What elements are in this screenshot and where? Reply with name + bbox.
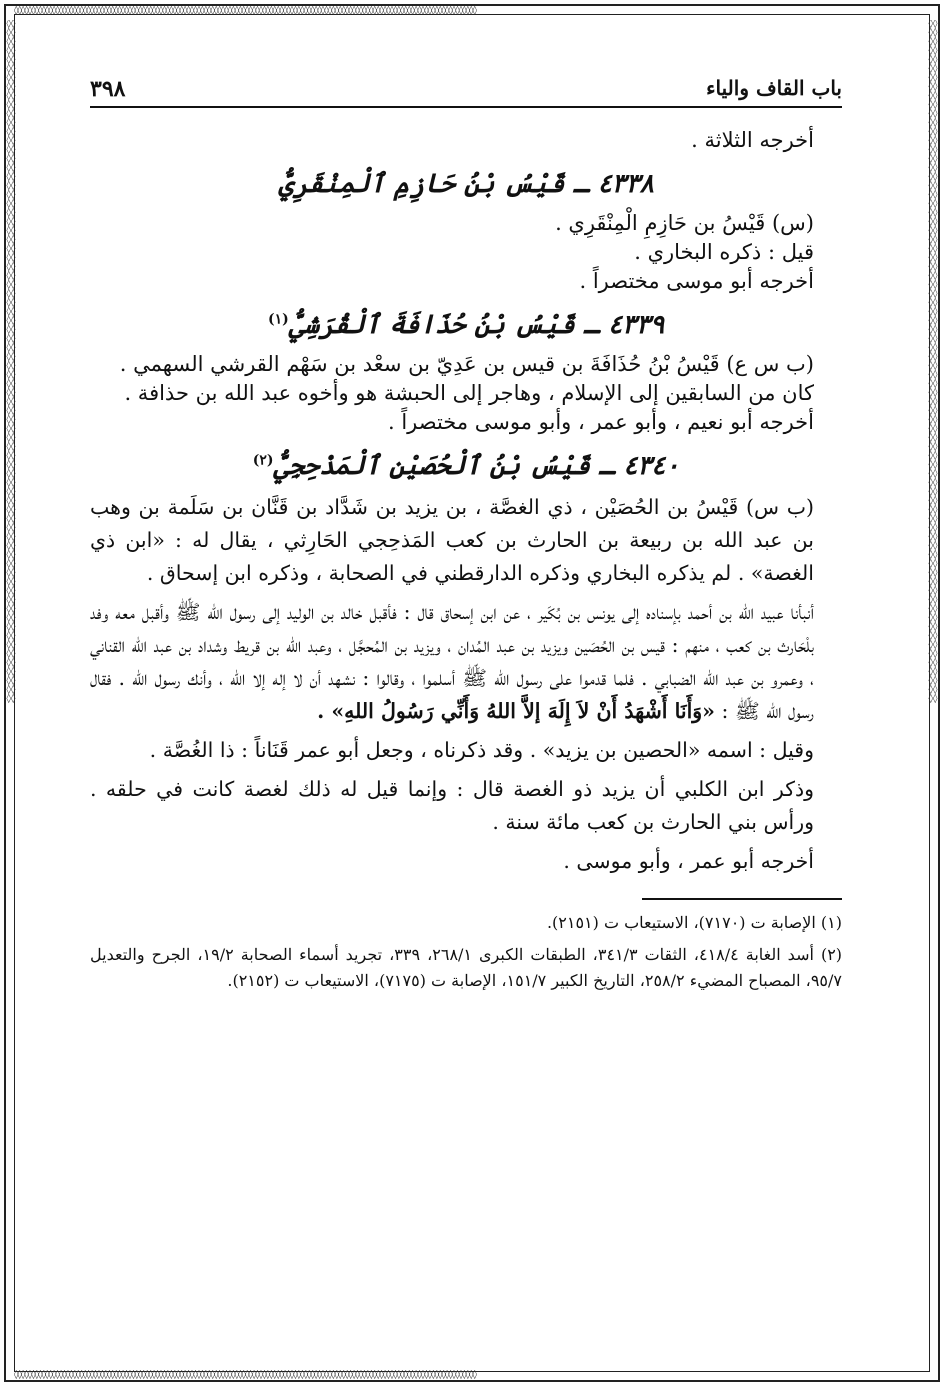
entry-4340-paragraph: أخرجه أبو عمر ، وأبو موسى .: [563, 849, 814, 873]
footnote: (٢) أسد الغابة ٤١٨/٤، الثقات ٣٤١/٣، الطبقات الكبرى ٢٦٨/١، ٣٣٩، تجريد أسماء الصحابة ١٩/٢، الجرح والتعديل ٩٥/٧، المصباح المضيء ٢٥٨/٢، التاريخ الكبير ١٥١/٧، الإصابة ت (٧١٧٥)، الاستيعاب ت (٢١٥٢).: [90, 945, 843, 990]
hadith-quote: «وَأَنَا أَشْهَدُ أَنْ لاَ إِلَهَ إلاَّ اللهُ وَأَنِّي رَسُولُ اللهِ» .: [317, 699, 715, 723]
footnote-ref-1: (١): [267, 311, 289, 328]
chapter-title: باب القاف والياء: [706, 76, 842, 100]
entry-heading-4340: ٤٣٤٠ ـ قَيْسُ بْنُ ٱلْحُصَيْنِ ٱلْمَذْحِجِيُّ$^{(٢)}$: [252, 451, 680, 481]
ornament-top: ◊◊◊◊◊◊◊◊◊◊◊◊◊◊◊◊◊◊◊◊◊◊◊◊◊◊◊◊◊◊◊◊◊◊◊◊◊◊◊◊◊◊◊◊◊◊◊◊◊◊◊◊◊◊◊◊◊◊◊◊◊◊◊◊◊◊◊◊◊◊◊◊◊◊◊◊◊◊◊◊◊◊◊◊◊◊◊◊◊◊◊◊◊◊◊◊◊◊◊◊◊◊◊◊◊◊◊◊◊◊◊◊◊◊◊◊◊◊◊◊◊◊◊◊◊◊◊◊◊◊◊◊◊◊: [14, 6, 476, 16]
ornament-right: ◊◊◊◊◊◊◊◊◊◊◊◊◊◊◊◊◊◊◊◊◊◊◊◊◊◊◊◊◊◊◊◊◊◊◊◊◊◊◊◊◊◊◊◊◊◊◊◊◊◊◊◊◊◊◊◊◊◊◊◊◊◊◊◊◊◊◊◊◊◊◊◊◊◊◊◊◊◊◊◊◊◊◊◊◊◊◊◊◊◊◊◊◊◊◊◊◊◊◊◊◊◊◊◊◊◊◊◊◊◊◊◊◊◊◊◊◊◊◊◊◊◊◊◊◊◊◊◊◊◊◊◊◊◊◊◊◊◊◊◊◊◊◊◊◊◊◊◊◊◊◊◊: [928, 20, 938, 704]
entry-4340-paragraph: وذكر ابن الكلبي أن يزيد ذو الغصة قال : وإنما قيل له ذلك لغصة كانت في حلقه . ورأس بني الحارث بن كعب مائة سنة .: [90, 777, 814, 834]
entry-4338-line: قيل : ذكره البخاري .: [634, 240, 814, 264]
entry-4340-paragraph: وقيل : اسمه «الحصين بن يزيد» . وقد ذكرناه ، وجعل أبو عمر قَنَاناً : ذا الغُصَّة .: [149, 738, 814, 762]
page-number: ٣٩٨: [90, 76, 126, 102]
entry-4339-line: كان من السابقين إلى الإسلام ، وهاجر إلى الحبشة هو وأخوه عبد الله بن حذافة .: [124, 381, 814, 405]
entry-4340-paragraph: (ب س) قَيْسُ بن الحُصَيْن ، ذي الغصَّة ، بن يزيد بن شَدَّاد بن قَنَّان بن سَلَمة بن وهب بن عبد الله بن ربيعة بن الحارث بن كعب المَذحِجي الحَارِثي ، يقال له : «ابن ذي الغصة» . لم يذكره البخاري وذكره الدارقطني في الصحابة ، وذكره ابن إسحاق .: [90, 495, 814, 585]
entry-heading-4338: ٤٣٣٨ ـ قَيْسُ بْنُ حَازِمِ ٱلْمِنْقَرِيُّ: [278, 169, 654, 199]
entry-4338-line: أخرجه أبو موسى مختصراً .: [579, 269, 814, 293]
entry-4338-line: (س) قَيْسُ بن حَازِمِ الْمِنْقَرِي .: [555, 211, 814, 235]
footnote: (١) الإصابة ت (٧١٧٠)، الاستيعاب ت (٢١٥١).: [546, 913, 842, 932]
ornament-bottom: ◊◊◊◊◊◊◊◊◊◊◊◊◊◊◊◊◊◊◊◊◊◊◊◊◊◊◊◊◊◊◊◊◊◊◊◊◊◊◊◊◊◊◊◊◊◊◊◊◊◊◊◊◊◊◊◊◊◊◊◊◊◊◊◊◊◊◊◊◊◊◊◊◊◊◊◊◊◊◊◊◊◊◊◊◊◊◊◊◊◊◊◊◊◊◊◊◊◊◊◊◊◊◊◊◊◊◊◊◊◊◊◊◊◊◊◊◊◊◊◊◊◊◊◊◊◊◊◊◊◊◊◊◊◊: [14, 1370, 476, 1380]
entry-heading-4339: ٤٣٣٩ ـ قَيْسُ بْنُ حُذَافَةَ ٱلْقُرَشِيُّ$^{(١)}$: [267, 310, 665, 340]
page-header: [90, 70, 842, 108]
footnote-ref-2: (٢): [252, 452, 274, 469]
entry-4339-line: أخرجه أبو نعيم ، وأبو عمر ، وأبو موسى مختصراً .: [387, 410, 814, 434]
entry-4339-line: (ب س ع) قَيْسُ بْنُ حُذَافَةَ بن قيس بن عَدِيّ بن سعْد بن سَهْم القرشي السهمي .: [119, 352, 814, 376]
footnote-separator: [642, 898, 842, 900]
entry-4340-paragraph: أنبأنا عبيد الله بن أحمد بإسناده إلى يونس بن بُكَير ، عن ابن إسحاق قال : فأقبل خالد بن الوليد إلى رسول الله ﷺ وأقبل معه وفد بلْحَارث بن كعب ، منهم : قيس بن الحُصَين ويزيد بن عبد المُدان ، ويزيد بن المُحجَّل ، وعبد الله بن قريط وشداد بن عبد الله القناني ، وعمرو بن عبد الله الضبابي . فلما قدموا على رسول الله ﷺ أسلموا ، وقالوا : نشهد أن لا إله إلا الله ، وأنك رسول الله . فقال رسول الله ﷺ : «وَأَنَا أَشْهَدُ أَنْ لاَ إِلَهَ إلاَّ اللهُ وَأَنِّي رَسُولُ اللهِ» .: [90, 600, 814, 723]
intro-line: أخرجه الثلاثة .: [691, 128, 814, 152]
page-content: [90, 70, 842, 994]
ornament-left: ◊◊◊◊◊◊◊◊◊◊◊◊◊◊◊◊◊◊◊◊◊◊◊◊◊◊◊◊◊◊◊◊◊◊◊◊◊◊◊◊◊◊◊◊◊◊◊◊◊◊◊◊◊◊◊◊◊◊◊◊◊◊◊◊◊◊◊◊◊◊◊◊◊◊◊◊◊◊◊◊◊◊◊◊◊◊◊◊◊◊◊◊◊◊◊◊◊◊◊◊◊◊◊◊◊◊◊◊◊◊◊◊◊◊◊◊◊◊◊◊◊◊◊◊◊◊◊◊◊◊◊◊◊◊◊◊◊◊◊◊◊◊◊◊◊◊◊◊◊◊◊◊: [6, 20, 16, 704]
